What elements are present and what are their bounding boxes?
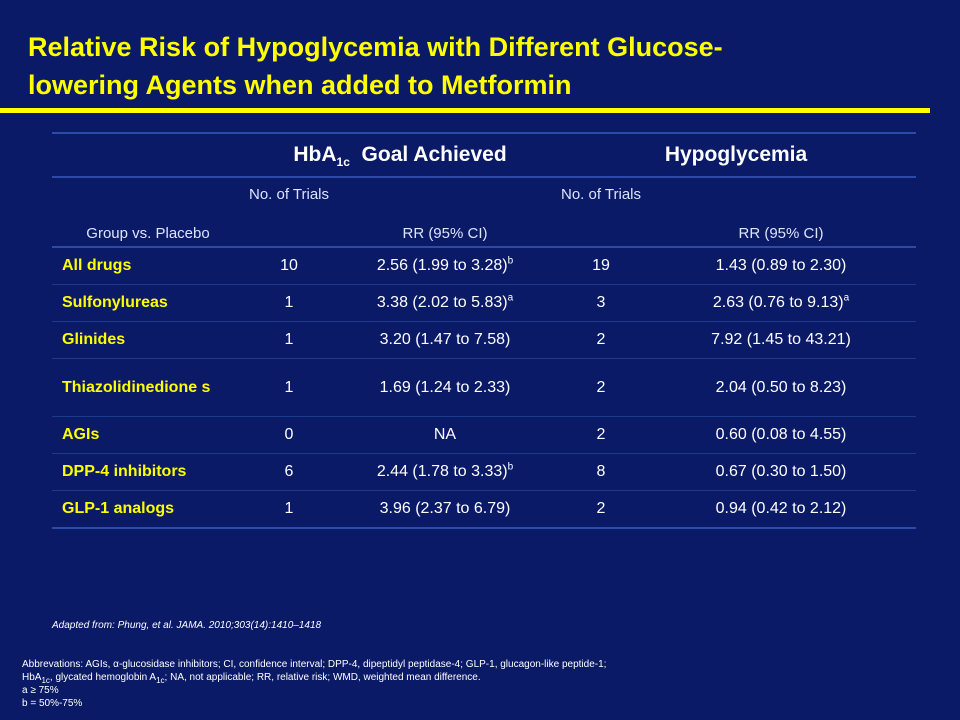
hypo-trials: 19 bbox=[556, 247, 646, 285]
hba1c-trials: 10 bbox=[244, 247, 334, 285]
table-row bbox=[52, 454, 916, 491]
subheader-rr-a: RR (95% CI) bbox=[334, 177, 556, 247]
header-hba1c-goal: HbA$_{1c}$ Goal Achieved bbox=[244, 133, 556, 177]
drug-name: Glinides bbox=[52, 322, 244, 359]
hypo-rr: 2.63 (0.76 to 9.13)$^a$ bbox=[646, 285, 916, 322]
drug-name: GLP-1 analogs bbox=[52, 491, 244, 529]
title-underline bbox=[0, 108, 930, 113]
hypo-rr: 7.92 (1.45 to 43.21) bbox=[646, 322, 916, 359]
table-row bbox=[52, 247, 916, 285]
subheader-trials-b: No. of Trials bbox=[556, 177, 646, 247]
abbreviations-line-2: HbA$_{1c}$, glycated hemoglobin $A_{1c}$; NA, not applicable; RR, relative risk; WMD, weighted mean difference. bbox=[22, 672, 481, 685]
drug-name: Sulfonylureas bbox=[52, 285, 244, 322]
drug-name: All drugs bbox=[52, 247, 244, 285]
hypo-rr: 0.67 (0.30 to 1.50) bbox=[646, 454, 916, 491]
hypo-rr: 0.94 (0.42 to 2.12) bbox=[646, 491, 916, 529]
subheader-trials-a: No. of Trials bbox=[244, 177, 334, 247]
footnote-marker: b bbox=[507, 461, 514, 473]
hba1c-rr: NA bbox=[334, 417, 556, 454]
table-row bbox=[52, 322, 916, 359]
table-header-row bbox=[52, 133, 916, 177]
hba1c-rr: 3.96 (2.37 to 6.79) bbox=[334, 491, 556, 529]
table-subheader-row bbox=[52, 177, 916, 247]
footnote-b: b = 50%-75% bbox=[22, 698, 83, 709]
footnote-marker: a bbox=[507, 292, 514, 304]
table-row bbox=[52, 491, 916, 529]
hypo-trials: 8 bbox=[556, 454, 646, 491]
table-row bbox=[52, 417, 916, 454]
slide-title bbox=[28, 28, 938, 104]
hypo-trials: 2 bbox=[556, 359, 646, 417]
hba1c-trials: 6 bbox=[244, 454, 334, 491]
drug-name: AGIs bbox=[52, 417, 244, 454]
hba1c-trials: 1 bbox=[244, 322, 334, 359]
hba1c-trials: 1 bbox=[244, 359, 334, 417]
hypo-trials: 2 bbox=[556, 417, 646, 454]
table-body bbox=[52, 247, 916, 528]
hba1c-rr: 1.69 (1.24 to 2.33) bbox=[334, 359, 556, 417]
hypo-trials: 2 bbox=[556, 491, 646, 529]
hypo-trials: 2 bbox=[556, 322, 646, 359]
hypo-trials: 3 bbox=[556, 285, 646, 322]
hba1c-rr: 3.20 (1.47 to 7.58) bbox=[334, 322, 556, 359]
hypo-rr: 0.60 (0.08 to 4.55) bbox=[646, 417, 916, 454]
hba1c-rr: 2.44 (1.78 to 3.33)$^b$ bbox=[334, 454, 556, 491]
footnote-a: a ≥ 75% bbox=[22, 685, 59, 696]
table-row bbox=[52, 359, 916, 417]
abbreviations-line-1: Abbrevations: AGIs, α-glucosidase inhibitors; CI, confidence interval; DPP-4, dipeptidyl peptidase-4; GLP-1, glucagon-like peptide-1; bbox=[22, 659, 607, 670]
header-hypoglycemia: Hypoglycemia bbox=[556, 133, 916, 177]
title-line-2: lowering Agents when added to Metformin bbox=[28, 70, 572, 100]
risk-table bbox=[52, 132, 916, 529]
table-row bbox=[52, 285, 916, 322]
drug-name: DPP-4 inhibitors bbox=[52, 454, 244, 491]
hypo-rr: 2.04 (0.50 to 8.23) bbox=[646, 359, 916, 417]
hba1c-rr: 3.38 (2.02 to 5.83)$^a$ bbox=[334, 285, 556, 322]
hba1c-trials: 1 bbox=[244, 285, 334, 322]
hba1c-trials: 0 bbox=[244, 417, 334, 454]
title-line-1: Relative Risk of Hypoglycemia with Different Glucose- bbox=[28, 32, 723, 62]
footnote-marker: a bbox=[843, 292, 850, 304]
hba1c-trials: 1 bbox=[244, 491, 334, 529]
abbreviations-footnote bbox=[22, 658, 606, 710]
subheader-group: Group vs. Placebo bbox=[52, 177, 244, 247]
source-citation: Adapted from: Phung, et al. JAMA. 2010;303(14):1410–1418 bbox=[52, 620, 322, 631]
hypo-rr: 1.43 (0.89 to 2.30) bbox=[646, 247, 916, 285]
drug-name: Thiazolidinedione s bbox=[52, 359, 244, 417]
hba1c-rr: 2.56 (1.99 to 3.28)$^b$ bbox=[334, 247, 556, 285]
footnote-marker: b bbox=[507, 255, 514, 267]
subheader-rr-b: RR (95% CI) bbox=[646, 177, 916, 247]
header-empty-cell bbox=[52, 133, 244, 177]
